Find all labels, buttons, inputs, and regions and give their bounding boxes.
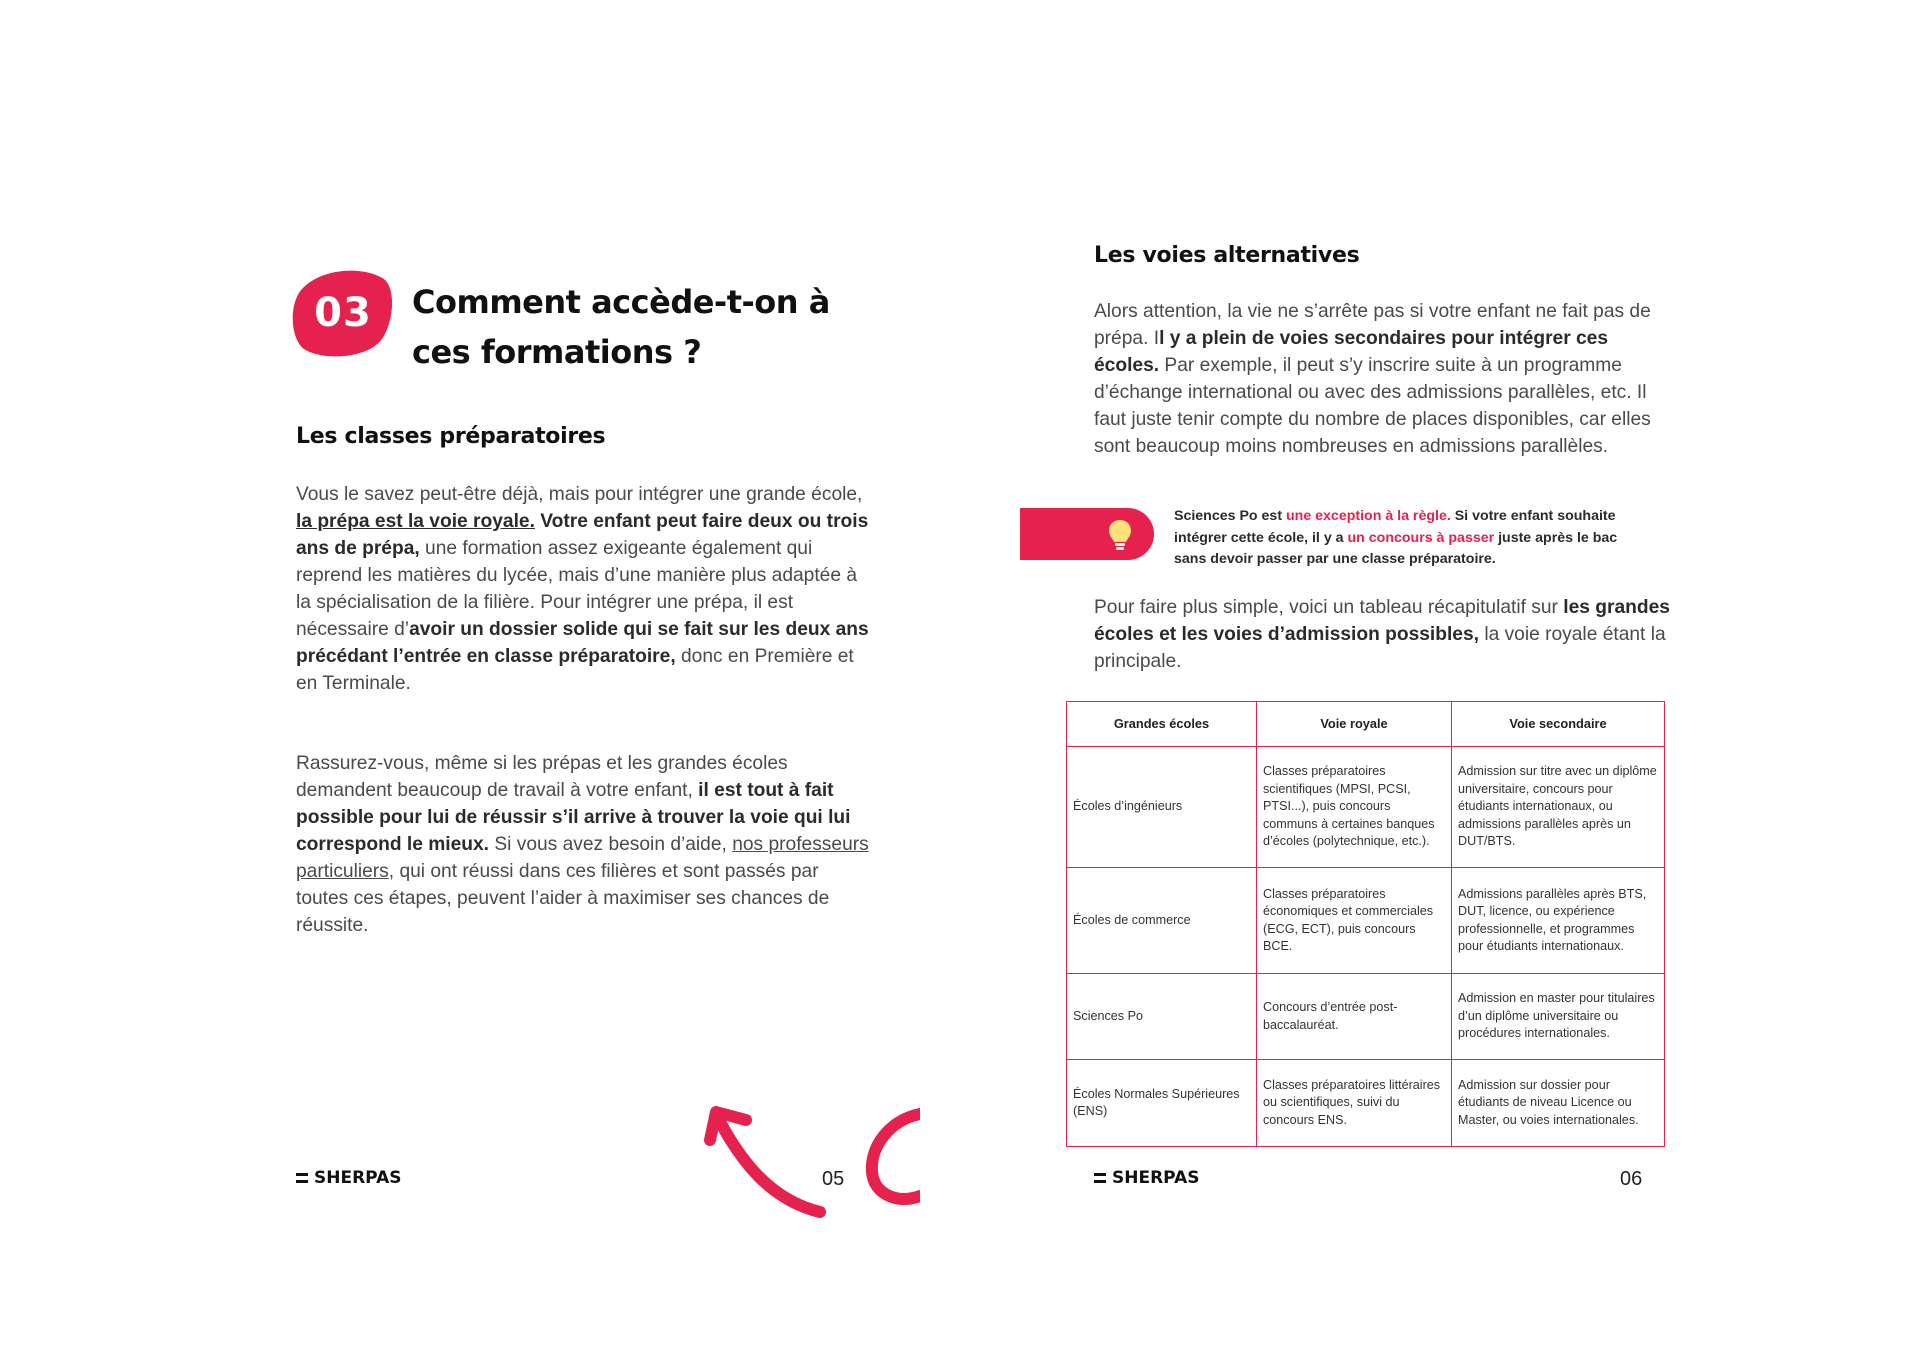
table-cell-secondary: Admission sur titre avec un diplôme universitaire, concours pour étudiants internationaux, ou admissions parallèles après un DUT/BTS. <box>1452 747 1665 868</box>
chapter-title <box>412 277 872 377</box>
paragraph-reassurance <box>296 750 874 939</box>
table-cell-royal: Classes préparatoires scientifiques (MPSI, PCSI, PTSI...), puis concours communs à certaines banques d’écoles (polytechnique, etc.). <box>1257 747 1452 868</box>
section-title-alternatives: Les voies alternatives <box>1094 243 1360 268</box>
text-run: Par exemple, il peut s’y inscrire suite à un programme d’échange international ou avec des admissions parallèles, etc. Il faut juste tenir compte du nombre de places disponibles, car elles sont beaucoup moins nombreuses en admissions parallèles. <box>1094 355 1651 457</box>
table-row <box>1067 747 1665 868</box>
text-run: donc en Première et en Terminale. <box>296 646 854 694</box>
paragraph-prepa <box>296 481 874 697</box>
text-run: un concours à passer <box>1347 529 1495 546</box>
table-header-cell: Grandes écoles <box>1067 702 1257 747</box>
curved-arrow-icon <box>700 1100 920 1230</box>
table-header-cell: Voie secondaire <box>1452 702 1665 747</box>
text-run: une formation assez exigeante également qui reprend les matières du lycée, mais d’une manière plus adaptée à la spécialisation de la filière. Pour intégrer une prépa, il est nécessaire d’ <box>296 538 858 640</box>
admission-summary-table <box>1066 701 1665 1147</box>
page-number-left: 05 <box>822 1168 845 1190</box>
paragraph-alternatives <box>1094 298 1674 460</box>
table-row <box>1067 868 1665 974</box>
text-run: Si votre enfant souhaite intégrer cette école, il y a <box>1174 508 1616 546</box>
text-run: Votre enfant peut faire deux ou trois ans de prépa, <box>296 511 869 559</box>
table-row <box>1067 974 1665 1060</box>
tip-sciences-po <box>1174 506 1644 571</box>
table-row <box>1067 1060 1665 1147</box>
footer-logo-left <box>296 1168 401 1188</box>
table-cell-school: Écoles Normales Supérieures (ENS) <box>1067 1060 1257 1147</box>
text-run: l y a plein de voies secondaires pour intégrer ces écoles. <box>1094 328 1609 376</box>
table-header-cell: Voie royale <box>1257 702 1452 747</box>
text-run: la prépa est la voie royale. <box>296 511 535 532</box>
table-header-row <box>1067 702 1665 747</box>
footer-brand-left: SHERPAS <box>314 1168 402 1188</box>
table-cell-school: Écoles d’ingénieurs <box>1067 747 1257 868</box>
paragraph-table-intro <box>1094 594 1674 675</box>
text-run: nos professeurs particuliers <box>296 834 869 882</box>
tip-callout-bar <box>1020 508 1154 560</box>
table-cell-secondary: Admission en master pour titulaires d’un diplôme universitaire ou procédures internationales. <box>1452 974 1665 1060</box>
table-cell-royal: Classes préparatoires littéraires ou scientifiques, suivi du concours ENS. <box>1257 1060 1452 1147</box>
table-cell-secondary: Admissions parallèles après BTS, DUT, licence, ou expérience professionnelle, et programmes pour étudiants internationaux. <box>1452 868 1665 974</box>
text-run: Pour faire plus simple, voici un tableau récapitulatif sur <box>1094 597 1564 618</box>
footer-brand-right: SHERPAS <box>1112 1168 1200 1188</box>
text-run: Sciences Po est <box>1174 508 1286 524</box>
text-run: , qui ont réussi dans ces filières et sont passés par toutes ces étapes, peuvent l’aider à maximiser ses chances de réussite. <box>296 861 830 936</box>
text-run: avoir un dossier solide qui se fait sur les deux ans précédant l’entrée en classe préparatoire, <box>296 619 869 667</box>
table-cell-royal: Concours d’entrée post-baccalauréat. <box>1257 974 1452 1060</box>
section-title-prepa: Les classes préparatoires <box>296 424 606 449</box>
table-cell-school: Sciences Po <box>1067 974 1257 1060</box>
text-run: juste après le bac sans devoir passer par une classe préparatoire. <box>1174 529 1618 567</box>
text-run: Rassurez-vous, même si les prépas et les grandes écoles demandent beaucoup de travail à votre enfant, <box>296 753 788 801</box>
footer-logo-right <box>1094 1168 1199 1188</box>
sherpas-logo-icon <box>296 1173 308 1183</box>
table-cell-royal: Classes préparatoires économiques et commerciales (ECG, ECT), puis concours BCE. <box>1257 868 1452 974</box>
sherpas-logo-icon <box>1094 1173 1106 1183</box>
chapter-title-line2: ces formations ? <box>412 333 702 371</box>
page-number-right: 06 <box>1620 1168 1643 1190</box>
text-run: Alors attention, la vie ne s’arrête pas si votre enfant ne fait pas de prépa. I <box>1094 301 1651 349</box>
text-run: Vous le savez peut-être déjà, mais pour intégrer une grande école, <box>296 484 863 505</box>
text-run: Si vous avez besoin d’aide, <box>489 834 733 855</box>
text-run: les grandes écoles et les voies d’admission possibles, <box>1094 597 1670 645</box>
chapter-title-line1: Comment accède-t-on à <box>412 283 830 321</box>
text-run: il est tout à fait possible pour lui de réussir s’il arrive à trouver la voie qui lui correspond le mieux. <box>296 780 851 855</box>
text-run: une exception à la règle. <box>1285 508 1451 524</box>
lightbulb-icon <box>1107 518 1133 552</box>
table-cell-secondary: Admission sur dossier pour étudiants de niveau Licence ou Master, ou voies internationales. <box>1452 1060 1665 1147</box>
text-run: la voie royale étant la principale. <box>1094 624 1666 672</box>
chapter-number-badge <box>292 269 394 357</box>
chapter-number: 03 <box>314 290 372 336</box>
table-cell-school: Écoles de commerce <box>1067 868 1257 974</box>
